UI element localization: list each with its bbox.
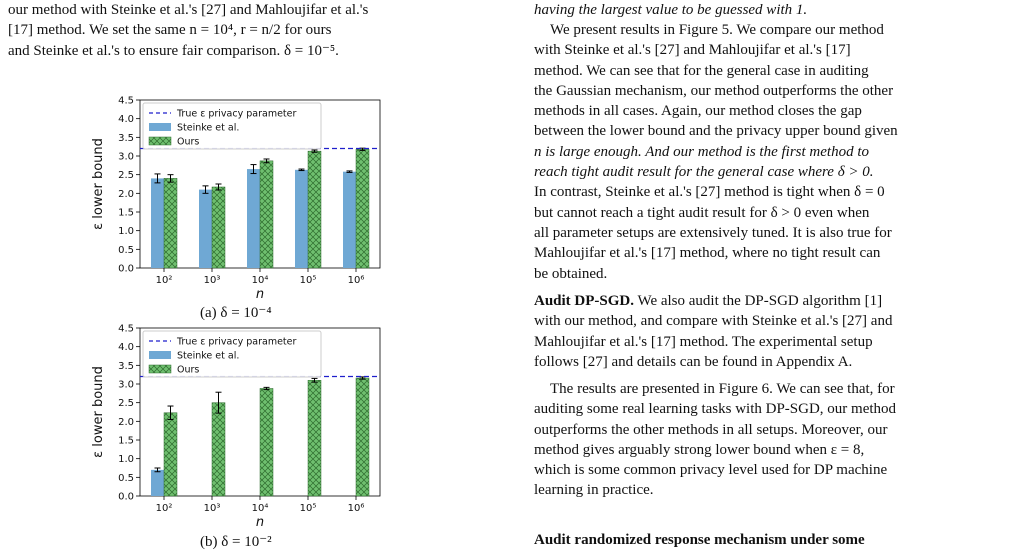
- section-heading: Audit randomized response mechanism under some: [534, 532, 865, 548]
- text-line: n is large enough. And our method is the first method to: [534, 143, 869, 160]
- y-tick-label: 2.5: [118, 170, 134, 182]
- x-tick-label: 10⁴: [251, 503, 269, 514]
- text-line: our method with Steinke et al.'s [27] and Mahloujifar et al.'s: [8, 2, 369, 18]
- legend-swatch: [149, 137, 171, 145]
- x-tick-label: 10⁶: [347, 275, 365, 286]
- x-axis-label: n: [255, 515, 265, 530]
- text-line: and Steinke et al.'s to ensure fair comparison. δ = 10⁻⁵.: [8, 42, 339, 59]
- text-line: methods in all cases. Again, our method closes the gap: [534, 103, 862, 120]
- text-line: We present results in Figure 5. We compare our method: [550, 22, 884, 38]
- text-line: reach tight audit result for the general case where δ > 0.: [534, 164, 874, 181]
- figure-5b-chart: [70, 318, 400, 533]
- ours-bar: [164, 178, 177, 268]
- legend-label: Ours: [177, 364, 200, 376]
- text-line: between the lower bound and the privacy upper bound given: [534, 123, 898, 140]
- x-tick-label: 10²: [155, 503, 173, 514]
- text-line: follows [27] and details can be found in Appendix A.: [534, 353, 853, 370]
- steinke-bar: [151, 470, 164, 496]
- y-tick-label: 1.5: [118, 435, 134, 447]
- text-line: which is some common privacy level used for DP machine: [534, 462, 888, 479]
- x-tick-label: 10⁶: [347, 503, 365, 514]
- figure-5-results-paragraph: [534, 20, 1016, 284]
- text-line: auditing some real learning tasks with DP-SGD, our method: [534, 401, 897, 418]
- ours-bar: [260, 161, 273, 268]
- text-line: The results are presented in Figure 6. We can see that, for: [550, 381, 895, 397]
- x-tick-label: 10⁴: [251, 275, 269, 286]
- text-line: all parameter setups are extensively tuned. It is also true for: [534, 224, 892, 241]
- steinke-bar: [295, 170, 308, 268]
- steinke-bar: [343, 172, 356, 268]
- ours-bar: [356, 149, 369, 268]
- audit-dp-sgd-paragraph: [534, 291, 1016, 372]
- y-axis-label: ε lower bound: [91, 138, 106, 230]
- text-line: learning in practice.: [534, 482, 654, 499]
- ours-bar: [356, 378, 369, 496]
- y-tick-label: 0.5: [118, 472, 134, 484]
- y-tick-label: 4.5: [118, 95, 134, 107]
- ours-bar: [212, 187, 225, 268]
- y-axis-label: ε lower bound: [91, 366, 106, 458]
- x-tick-label: 10³: [203, 275, 221, 286]
- text-line: [534, 291, 1016, 311]
- text-line: Mahloujifar et al.'s [17] method, where no tight result can: [534, 245, 881, 262]
- y-tick-label: 0.0: [118, 491, 134, 503]
- figure-6-results-paragraph: [534, 379, 1016, 501]
- legend-label: Steinke et al.: [177, 350, 240, 362]
- text-line: method. We can see that for the general case in auditing: [534, 62, 869, 79]
- legend-swatch: [149, 365, 171, 373]
- text-line: be obtained.: [534, 265, 608, 282]
- text-line: the Gaussian mechanism, our method outperforms the other: [534, 82, 894, 99]
- text-line: method gives arguably strong lower bound when ε = 8,: [534, 441, 865, 458]
- steinke-bar: [247, 169, 260, 268]
- y-tick-label: 1.0: [118, 454, 134, 466]
- y-tick-label: 1.5: [118, 207, 134, 219]
- y-tick-label: 0.0: [118, 263, 134, 275]
- text-line: [17] method. We set the same n = 10⁴, r = n/2 for ours: [8, 22, 332, 39]
- continued-italic-line: having the largest value to be guessed with 1.: [534, 2, 808, 18]
- ours-bar: [308, 151, 321, 268]
- text-line: with Steinke et al.'s [27] and Mahloujifar et al.'s [17]: [534, 42, 851, 59]
- legend-label: Steinke et al.: [177, 122, 240, 134]
- steinke-bar: [151, 178, 164, 268]
- left-intro-paragraph: [8, 0, 486, 61]
- y-tick-label: 3.5: [118, 360, 134, 372]
- text-run: We also audit the DP-SGD algorithm [1]: [634, 293, 883, 309]
- text-line: with our method, and compare with Steinke et al.'s [27] and: [534, 313, 893, 330]
- legend-swatch: [149, 123, 171, 131]
- text-line: but cannot reach a tight audit result for δ > 0 even when: [534, 204, 870, 221]
- ours-bar: [260, 388, 273, 496]
- y-tick-label: 4.5: [118, 323, 134, 335]
- legend-label: True ε privacy parameter: [177, 108, 297, 120]
- x-axis-label: n: [255, 287, 265, 302]
- left-column: [0, 0, 486, 554]
- y-tick-label: 2.5: [118, 398, 134, 410]
- x-tick-label: 10⁵: [299, 275, 317, 286]
- steinke-bar: [199, 190, 212, 268]
- x-tick-label: 10⁵: [299, 503, 317, 514]
- figure-5a-caption: (a) δ = 10⁻⁴: [200, 305, 272, 321]
- section-heading: Audit DP-SGD.: [534, 293, 635, 309]
- y-tick-label: 1.0: [118, 226, 134, 238]
- y-tick-label: 2.0: [118, 416, 134, 428]
- y-tick-label: 0.5: [118, 244, 134, 256]
- legend-swatch: [149, 351, 171, 359]
- ours-bar: [308, 380, 321, 496]
- ours-bar: [164, 413, 177, 496]
- y-tick-label: 3.0: [118, 379, 134, 391]
- text-line: Mahloujifar et al.'s [17] method. The experimental setup: [534, 333, 873, 350]
- legend-label: True ε privacy parameter: [177, 336, 297, 348]
- ours-bar: [212, 403, 225, 496]
- legend-label: Ours: [177, 136, 200, 148]
- y-tick-label: 4.0: [118, 342, 134, 354]
- text-line: outperforms the other methods in all setups. Moreover, our: [534, 421, 888, 438]
- right-column: [534, 0, 1016, 554]
- y-tick-label: 3.5: [118, 132, 134, 144]
- x-tick-label: 10³: [203, 503, 221, 514]
- y-tick-label: 3.0: [118, 151, 134, 163]
- y-tick-label: 2.0: [118, 188, 134, 200]
- figure-5b-caption: (b) δ = 10⁻²: [200, 534, 272, 550]
- y-tick-label: 4.0: [118, 114, 134, 126]
- x-tick-label: 10²: [155, 275, 173, 286]
- text-line: In contrast, Steinke et al.'s [27] method is tight when δ = 0: [534, 184, 885, 201]
- figure-5a-chart: [70, 90, 400, 305]
